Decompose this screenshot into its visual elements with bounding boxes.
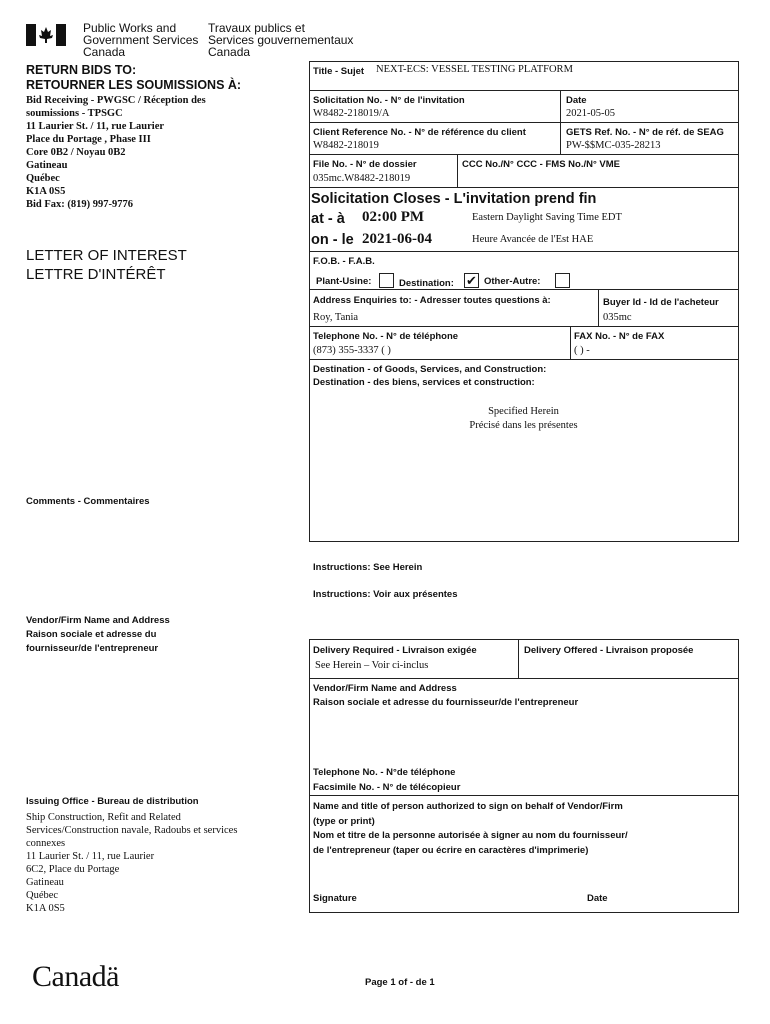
instructions-en: Instructions: See Herein bbox=[313, 562, 423, 573]
date-label: Date bbox=[566, 95, 587, 106]
buyer-id-label: Buyer Id - Id de l'acheteur bbox=[603, 297, 719, 308]
comments-label: Comments - Commentaires bbox=[26, 496, 150, 507]
destination-goods-label-en: Destination - of Goods, Services, and Construction: bbox=[313, 364, 547, 375]
date-value: 2021-05-05 bbox=[566, 108, 615, 119]
client-ref-label: Client Reference No. - N° de référence du client bbox=[313, 127, 526, 138]
other-autre-checkbox[interactable] bbox=[555, 273, 570, 288]
destination-label: Destination: bbox=[399, 278, 454, 289]
instructions-fr: Instructions: Voir aux présentes bbox=[313, 589, 458, 600]
check-mark-icon: ✔ bbox=[466, 273, 477, 288]
delivery-required-value: See Herein – Voir ci-inclus bbox=[315, 660, 429, 671]
vendor-telephone-label: Telephone No. - N°de téléphone bbox=[313, 767, 456, 778]
on-label: on - le bbox=[311, 232, 354, 248]
return-bids-title: RETURN BIDS TO: RETOURNER LES SOUMISSIONS À: bbox=[26, 63, 242, 92]
buyer-id-value: 035mc bbox=[603, 312, 632, 323]
destination-checkbox[interactable] bbox=[464, 273, 479, 288]
file-no-value: 035mc.W8482-218019 bbox=[313, 173, 411, 184]
canada-flag-icon bbox=[26, 24, 66, 46]
vendor-facsimile-label: Facsimile No. - N° de télécopieur bbox=[313, 782, 461, 793]
closing-date-value: 2021-06-04 bbox=[362, 231, 432, 247]
authorized-person-label: Name and title of person authorized to sign on behalf of Vendor/Firm (type or print) Nom et titre de la personne autorisée à signer au nom du fournisseur/ de l'entrepreneur (taper ou écrire en caractères d'imprimerie) bbox=[313, 801, 628, 856]
page-number: Page 1 of - de 1 bbox=[365, 977, 435, 988]
gets-ref-value: PW-$$MC-035-28213 bbox=[566, 140, 661, 151]
solicitation-no-value: W8482-218019/A bbox=[313, 108, 390, 119]
file-no-label: File No. - N° de dossier bbox=[313, 159, 417, 170]
letter-of-interest-title: LETTER OF INTEREST LETTRE D'INTÉRÊT bbox=[26, 247, 187, 283]
fax-label: FAX No. - N° de FAX bbox=[574, 331, 665, 342]
destination-goods-label-fr: Destination - des biens, services et construction: bbox=[313, 377, 535, 388]
department-name-fr: Travaux publics et Services gouvernementaux Canada bbox=[208, 21, 354, 59]
signature-date-label: Date bbox=[587, 893, 608, 904]
address-enquiries-label: Address Enquiries to: - Adresser toutes questions à: bbox=[313, 295, 551, 306]
return-bids-address: Bid Receiving - PWGSC / Réception des soumissions - TPSGC 11 Laurier St. / 11, rue Laurier Place du Portage , Phase III Core 0B2 / Noyau 0B2 Gatineau Québec K1A 0S5 Bid Fax: (819) 997-9776 bbox=[26, 95, 206, 210]
delivery-offered-label: Delivery Offered - Livraison proposée bbox=[524, 645, 694, 656]
delivery-required-label: Delivery Required - Livraison exigée bbox=[313, 645, 477, 656]
title-label: Title - Sujet bbox=[313, 66, 365, 77]
issuing-office-address: Ship Construction, Refit and Related Services/Construction navale, Radoubs et services connexes 11 Laurier St. / 11, rue Laurier 6C2, Place du Portage Gatineau Québec K1A 0S5 bbox=[26, 812, 238, 914]
fob-label: F.O.B. - F.A.B. bbox=[313, 256, 375, 267]
canada-wordmark: Canadä bbox=[32, 960, 119, 993]
vendor-firm-label-fr: Raison sociale et adresse du fournisseur/de l'entrepreneur bbox=[313, 697, 579, 708]
title-value: NEXT-ECS: VESSEL TESTING PLATFORM bbox=[376, 64, 573, 75]
issuing-office-label: Issuing Office - Bureau de distribution bbox=[26, 796, 199, 807]
gets-ref-label: GETS Ref. No. - N° de réf. de SEAG bbox=[566, 127, 724, 138]
specified-herein-fr: Précisé dans les présentes bbox=[469, 420, 578, 431]
solicitation-closes-title: Solicitation Closes - L'invitation prend fin bbox=[311, 191, 597, 207]
ccc-no-label: CCC No./N° CCC - FMS No./N° VME bbox=[462, 159, 621, 170]
fax-value: ( ) - bbox=[574, 345, 590, 356]
at-label: at - à bbox=[311, 211, 345, 227]
client-ref-value: W8482-218019 bbox=[313, 140, 379, 151]
telephone-label: Telephone No. - N° de téléphone bbox=[313, 331, 459, 342]
vendor-firm-left-label: Vendor/Firm Name and Address Raison sociale et adresse du fournisseur/de l'entrepreneur bbox=[26, 615, 170, 654]
specified-herein-en: Specified Herein bbox=[488, 406, 559, 417]
solicitation-no-label: Solicitation No. - N° de l'invitation bbox=[313, 95, 465, 106]
other-autre-label: Other-Autre: bbox=[484, 276, 541, 287]
plant-usine-label: Plant-Usine: bbox=[316, 276, 372, 287]
department-name-en: Public Works and Government Services Canada bbox=[83, 21, 199, 59]
vendor-firm-label-en: Vendor/Firm Name and Address bbox=[313, 683, 457, 694]
telephone-value: (873) 355-3337 ( ) bbox=[313, 345, 391, 356]
closing-time-value: 02:00 PM bbox=[362, 209, 425, 225]
signature-label: Signature bbox=[313, 893, 357, 904]
timezone-fr: Heure Avancée de l'Est HAE bbox=[472, 234, 594, 245]
address-enquiries-value: Roy, Tania bbox=[313, 312, 359, 323]
plant-usine-checkbox[interactable] bbox=[379, 273, 394, 288]
timezone-en: Eastern Daylight Saving Time EDT bbox=[472, 212, 622, 223]
